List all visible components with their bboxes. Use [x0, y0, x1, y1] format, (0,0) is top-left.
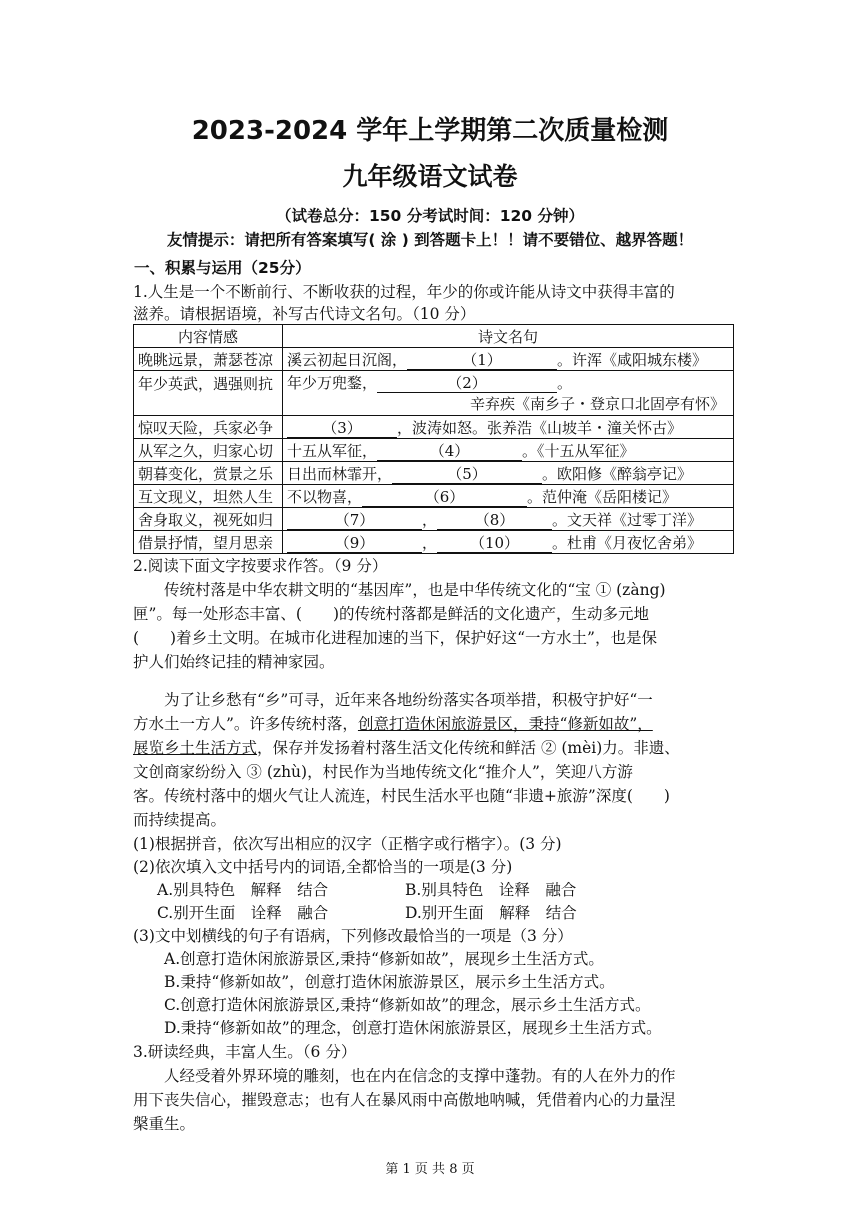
- emotion-cell: 互文现义，坦然人生: [134, 485, 283, 508]
- q2-sub3-option-d: D.秉持“修新如故”的理念，创意打造休闲旅游景区，展现乡土生活方式。: [164, 1019, 662, 1037]
- emotion-cell: 舍身取义，视死如归: [134, 508, 283, 531]
- lines-cell: [283, 462, 734, 485]
- answer-blank: （8）: [437, 511, 552, 530]
- lines-cell: [283, 508, 734, 531]
- line-post: 。文天祥《过零丁洋》: [552, 510, 703, 529]
- q1-stem-line2: 滋养。请根据语境，补写古代诗文名句。（10 分）: [133, 305, 476, 323]
- table-row: [134, 508, 734, 531]
- answer-blank: （6）: [362, 488, 527, 507]
- answer-blank: （4）: [377, 442, 522, 461]
- lines-cell: [283, 416, 734, 439]
- q2-sub3: (3)文中划横线的句子有语病，下列修改最恰当的一项是（3 分）: [133, 927, 573, 945]
- line-post: 。欧阳修《醉翁亭记》: [542, 464, 693, 483]
- line-post: 。《十五从军征》: [522, 441, 635, 460]
- poem-table: [133, 324, 734, 554]
- exam-subtitle: 九年级语文试卷: [342, 162, 518, 191]
- emotion-cell: 朝暮变化，赏景之乐: [134, 462, 283, 485]
- q2-para1-line: 护人们始终记挂的精神家园。: [133, 653, 335, 671]
- q2-sub3-option-a: A.创意打造休闲旅游景区,秉持“修新如故”，展现乡土生活方式。: [164, 950, 604, 968]
- emotion-cell: 借景抒情，望月思亲: [134, 531, 283, 554]
- exam-title: 2023-2024 学年上学期第二次质量检测: [191, 116, 669, 146]
- q2-sub2: (2)依次填入文中括号内的词语,全都恰当的一项是(3 分): [133, 858, 513, 876]
- q2-option-b: B.别具特色 诠释 融合: [405, 881, 577, 899]
- table-row: [134, 348, 734, 371]
- q2-option-a: A.别具特色 解释 结合: [157, 881, 329, 899]
- lines-cell: [283, 485, 734, 508]
- q3-para-line: 用下丧失信心，摧毁意志；也有人在暴风雨中高傲地呐喊，凭借着内心的力量涅: [133, 1091, 676, 1109]
- emotion-cell: 惊叹天险，兵家必争: [134, 416, 283, 439]
- exam-meta: （试卷总分：150 分考试时间：120 分钟）: [275, 207, 584, 225]
- answer-blank: （2）: [377, 374, 557, 393]
- line-pre: 溪云初起日沉阁，: [287, 350, 408, 369]
- q3-para-line: 人经受着外界环境的雕刻，也在内在信念的支撑中蓬勃。有的人在外力的作: [164, 1067, 676, 1085]
- q2-sub1: (1)根据拼音，依次写出相应的汉字（正楷字或行楷字）。(3 分): [133, 835, 562, 853]
- q2-para2-line: 客。传统村落中的烟火气让人流连，村民生活水平也随“非遗+旅游”深度( ): [133, 787, 670, 805]
- q2-option-c: C.别开生面 诠释 融合: [157, 904, 329, 922]
- q2-para2-line: [133, 714, 653, 734]
- col-header-emotion: 内容情感: [134, 325, 283, 348]
- lines-cell: [283, 531, 734, 554]
- emotion-cell: 年少英武，遇强则抗: [134, 371, 283, 416]
- line-post: 。范仲淹《岳阳楼记》: [527, 487, 678, 506]
- line-mid: ，: [422, 510, 438, 529]
- answer-blank: （10）: [437, 534, 552, 553]
- q1-stem-line1: 1.人生是一个不断前行、不断收获的过程，年少的你或许能从诗文中获得丰富的: [133, 283, 675, 301]
- answer-blank: （5）: [392, 465, 542, 484]
- section-heading: 一、积累与运用（25分）: [134, 259, 311, 277]
- line-post: 。杜甫《月夜忆舍弟》: [552, 533, 703, 552]
- table-row: [134, 416, 734, 439]
- text-run: ，保存并发扬着村落生活文化传统和鲜活 ② (mèi)力。非遗、: [257, 739, 680, 757]
- line-post: ，波涛如怒。张养浩《山坡羊・潼关怀古》: [397, 418, 683, 437]
- lines-cell: [283, 439, 734, 462]
- line-post: 。许浑《咸阳城东楼》: [557, 350, 708, 369]
- line-post: 。: [557, 374, 573, 392]
- emotion-cell: 晚眺远景，萧瑟苍凉: [134, 348, 283, 371]
- q2-para1-line: 匣”。每一处形态丰富、( )的传统村落都是鲜活的文化遗产，生动多元地: [133, 605, 650, 623]
- underlined-sentence: 创意打造休闲旅游景区，秉持“修新如故”，: [357, 715, 653, 733]
- q2-para1-line: ( )着乡土文明。在城市化进程加速的当下，保护好这“一方水土”，也是保: [133, 629, 657, 647]
- q2-para2-line: [133, 738, 680, 758]
- line-mid: ，: [422, 533, 438, 552]
- table-header-row: [134, 325, 734, 348]
- answer-blank: （1）: [407, 351, 557, 370]
- q2-para2-line: 文创商家纷纷入 ③ (zhù)，村民作为当地传统文化“推介人”，笑迎八方游: [133, 763, 633, 781]
- exam-tip: 友情提示：请把所有答案填写( 涂 ) 到答题卡上！！请不要错位、越界答题！: [166, 231, 694, 249]
- q2-option-d: D.别开生面 解释 结合: [405, 904, 577, 922]
- table-row: [134, 439, 734, 462]
- line-source: 辛弃疾《南乡子・登京口北固亭有怀》: [469, 395, 725, 413]
- answer-blank: （7）: [287, 511, 422, 530]
- lines-cell: [283, 348, 734, 371]
- line-pre: 年少万兜鍪，: [287, 374, 378, 392]
- q2-sub3-option-b: B.秉持“修新如故”，创意打造休闲旅游景区，展示乡土生活方式。: [164, 973, 615, 991]
- q2-para2-line: 为了让乡愁有“乡”可寻，近年来各地纷纷落实各项举措，积极守护好“一: [164, 691, 653, 709]
- line-pre: 不以物喜，: [287, 487, 363, 506]
- q2-para2-line: 而持续提高。: [133, 811, 227, 829]
- q3-heading: 3.研读经典，丰富人生。（6 分）: [133, 1043, 357, 1061]
- text-run: 方水土一方人”。许多传统村落，: [133, 715, 358, 733]
- line-pre: 十五从军征，: [287, 441, 378, 460]
- lines-cell: [283, 371, 734, 416]
- answer-blank: （9）: [287, 534, 422, 553]
- line-pre: 日出而林霏开，: [287, 464, 393, 483]
- emotion-cell: 从军之久，归家心切: [134, 439, 283, 462]
- table-row: [134, 462, 734, 485]
- answer-blank: （3）: [287, 419, 397, 438]
- q2-para1-line: 传统村落是中华农耕文明的“基因库”，也是中华传统文化的“宝 ① (zàng): [164, 581, 666, 599]
- table-row: [134, 371, 734, 416]
- table-row: [134, 531, 734, 554]
- col-header-lines: 诗文名句: [283, 325, 734, 348]
- q2-sub3-option-c: C.创意打造休闲旅游景区,秉持“修新如故”的理念，展示乡土生活方式。: [164, 996, 651, 1014]
- q2-heading: 2.阅读下面文字按要求作答。（9 分）: [133, 557, 388, 575]
- q3-para-line: 槃重生。: [133, 1115, 196, 1133]
- page-footer: 第 1 页 共 8 页: [385, 1162, 475, 1177]
- underlined-sentence: 展览乡土生活方式: [133, 739, 258, 757]
- table-row: [134, 485, 734, 508]
